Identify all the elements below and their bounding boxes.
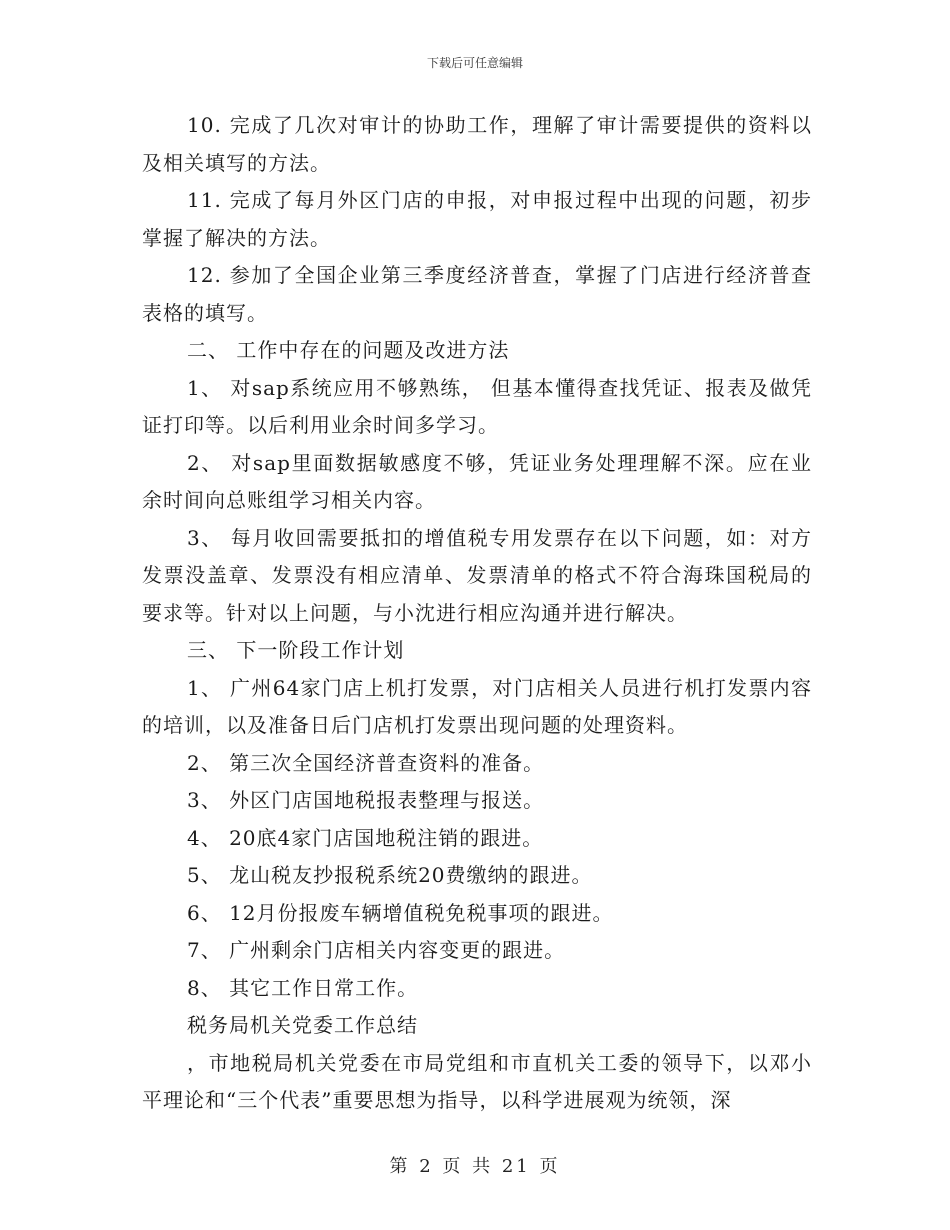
plan-item-8: 8、 其它工作日常工作。 xyxy=(187,975,419,1000)
paragraph-item-10: 10. 完成了几次对审计的协助工作，理解了审计需要提供的资料以及相关填写的方法。 xyxy=(142,113,812,175)
plan-item-4: 4、 20底4家门店国地税注销的跟进。 xyxy=(187,825,544,850)
problem-item-2: 2、 对sap里面数据敏感度不够，凭证业务处理理解不深。应在业余时间向总账组学习相关内容。 xyxy=(142,450,812,512)
paragraph-item-12: 12. 参加了全国企业第三季度经济普查，掌握了门店进行经济普查表格的填写。 xyxy=(142,263,812,325)
page-header: 下载后可任意编辑 xyxy=(426,56,523,70)
paragraph-item-11: 11. 完成了每月外区门店的申报，对申报过程中出现的问题，初步掌握了解决的方法。 xyxy=(142,188,812,250)
problem-item-1: 1、 对sap系统应用不够熟练， 但基本懂得查找凭证、报表及做凭证打印等。以后利用业余时间多学习。 xyxy=(142,375,812,437)
section-heading-problems: 二、 工作中存在的问题及改进方法 xyxy=(187,338,510,362)
section-heading-plan: 三、 下一阶段工作计划 xyxy=(187,638,405,662)
problem-item-3: 3、 每月收回需要抵扣的增值税专用发票存在以下问题，如：对方发票没盖章、发票没有相应清单、发票清单的格式不符合海珠国税局的要求等。针对以上问题，与小沈进行相应沟通并进行解决。 xyxy=(142,525,812,625)
plan-item-6: 6、 12月份报废车辆增值税免税事项的跟进。 xyxy=(187,900,614,925)
plan-item-3: 3、 外区门店国地税报表整理与报送。 xyxy=(187,788,545,812)
plan-item-7: 7、 广州剩余门店相关内容变更的跟进。 xyxy=(187,938,566,962)
plan-item-5: 5、 龙山税友抄报税系统20费缴纳的跟进。 xyxy=(187,863,593,887)
page-number-footer: 第 2 页 共 21 页 xyxy=(389,1156,561,1177)
next-document-title: 税务局机关党委工作总结 xyxy=(187,1013,418,1037)
next-document-intro: ，市地税局机关党委在市局党组和市直机关工委的领导下，以邓小平理论和“三个代表”重要思想为指导，以科学进展观为统领，深 xyxy=(142,1050,812,1112)
document-body xyxy=(142,107,812,1120)
plan-item-2: 2、 第三次全国经济普查资料的准备。 xyxy=(187,750,545,775)
plan-item-1: 1、 广州64家门店上机打发票，对门店相关人员进行机打发票内容的培训，以及准备日后门店机打发票出现问题的处理资料。 xyxy=(142,675,812,737)
